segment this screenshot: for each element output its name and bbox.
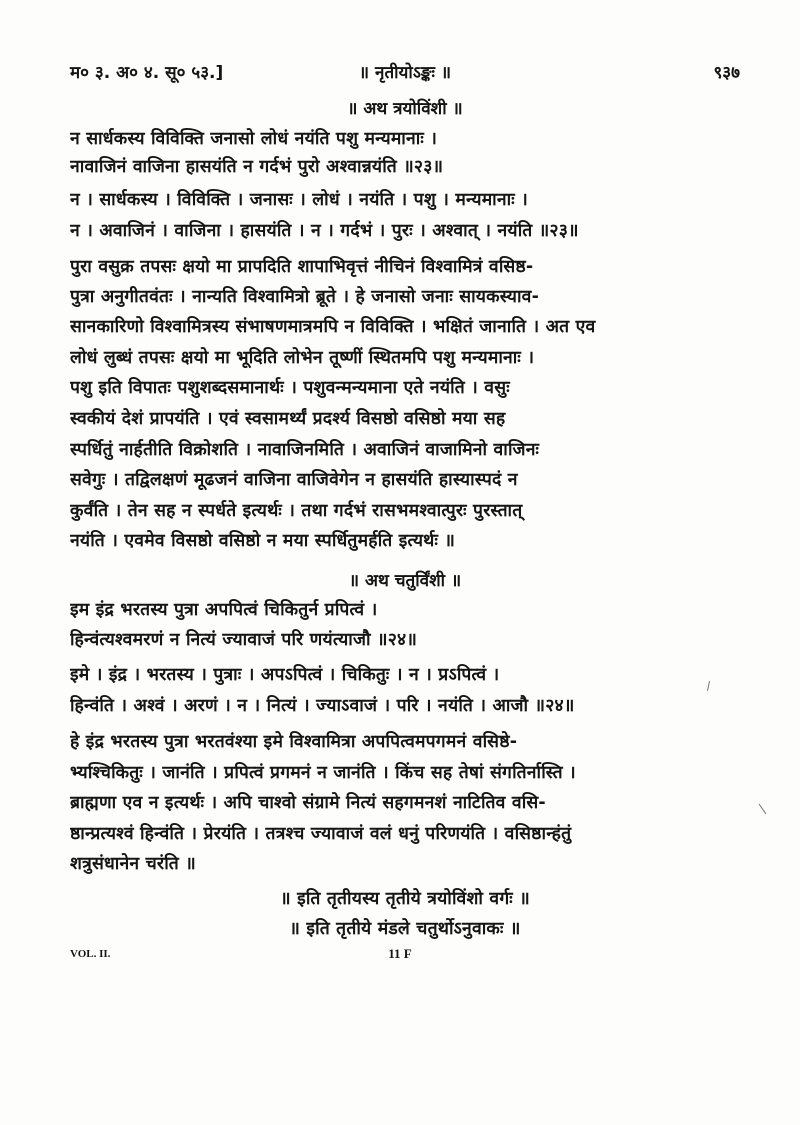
commentary-line: हे इंद्र भरतस्य पुत्रा भरतवंश्या इमे विश्वामित्रा अपपित्वमपगमनं वसिष्ठे- — [70, 732, 518, 752]
commentary-line: स्वकीयं देशं प्रापयंति । एवं स्वसामर्थ्यं प्रदर्श्य विसष्ठो वसिष्ठो मया सह — [70, 409, 506, 429]
stray-mark — [759, 804, 767, 814]
commentary-line: पशु इति विपातः पशुशब्दसमानार्थः । पशुवन्मन्यमाना एते नयंति । वसुः — [70, 378, 510, 398]
commentary-line: ब्राह्मणा एव न इत्यर्थः । अपि चाश्वो संग्रामे नित्यं सहगमनशं नाटितिव वसि- — [70, 793, 546, 813]
commentary-line: पुरा वसुक्र तपसः क्षयो मा प्रापदिति शापाभिवृत्तं नीचिनं विश्वामित्रं वसिष्ठ- — [70, 257, 534, 277]
commentary-line: पुत्रा अनुगीतवंतः । नान्यति विश्वामित्रो ब्रूते । हे जनासो जनाः सायकस्याव- — [70, 287, 540, 307]
volume-label: VOL. II. — [70, 948, 111, 960]
section-title-24: ॥ अथ चतुर्विंशी ॥ — [348, 571, 462, 591]
header-reference: म० ३. अ० ४. सू० ५३.] — [70, 63, 224, 83]
commentary-line: कुर्वंति । तेन सह न स्पर्धते इत्यर्थः । तथा गर्दभं रासभमश्वात्पुरः पुरस्तात् — [70, 501, 523, 521]
running-header — [70, 60, 740, 90]
commentary-line: स्पर्धितुं नार्हतीति विक्रोशति । नावाजिनमिति । अवाजिनं वाजामिनो वाजिनः — [70, 440, 540, 460]
page-number: ९३७ — [713, 63, 740, 83]
commentary-line: भ्यश्चिकितुः । जानंति । प्रपित्वं प्रगमनं न जानंति । किंच सह तेषां संगतिर्नास्ति । — [70, 763, 576, 783]
verse-line: हिन्वंत्यश्वमरणं न नित्यं ज्यावाजं परि णयंत्याजौ ॥२४॥ — [70, 630, 418, 650]
pada-line: इमे । इंद्र । भरतस्य । पुत्राः । अपऽपित्वं । चिकितुः । न । प्रऽपित्वं । — [70, 665, 500, 685]
commentary-line: नयंति । एवमेव विसष्ठो वसिष्ठो न मया स्पर्धितुमर्हति इत्यर्थः ॥ — [70, 531, 456, 551]
section-title-23: ॥ अथ त्रयोविंशी ॥ — [347, 99, 463, 119]
commentary-line: लोधं लुब्धं तपसः क्षयो मा भूदिति लोभेन तूष्णीं स्थितमपि पशु मन्यमानाः । — [70, 348, 535, 368]
commentary-line: सानकारिणो विश्वामित्रस्य संभाषणमात्रमपि न विविक्ति । भक्षितं जानाति । अत एव — [70, 317, 596, 337]
closing-line: ॥ इति तृतीयस्य तृतीये त्रयोविंशो वर्गः ॥ — [280, 889, 530, 909]
commentary-line: सवेगुः । तद्विलक्षणं मूढजनं वाजिना वाजिवेगेन न हासयंति हास्यास्पदं न — [70, 470, 518, 490]
verse-line: न सार्धकस्य विविक्ति जनासो लोधं नयंति पशु मन्यमानाः । — [70, 129, 438, 149]
pada-line: न । अवाजिनं । वाजिना । हासयंति । न । गर्दभं । पुरः । अश्वात् । नयंति ॥२३॥ — [70, 221, 579, 241]
pada-line: न । सार्धकस्य । विविक्ति । जनासः । लोधं । नयंति । पशु । मन्यमानाः । — [70, 190, 529, 210]
header-title: ॥ नृतीयोऽङ्कः ॥ — [358, 63, 452, 83]
commentary-line: ष्ठान्प्रत्यश्वं हिन्वंति । प्रेरयंति । तत्रश्च ज्यावाजं वलं धनुं परिणयंति । वसिष्ठान्हंतुं — [70, 824, 572, 844]
pada-line: हिन्वंति । अश्वं । अरणं । न । नित्यं । ज्याऽवाजं । परि । नयंति । आजौ ॥२४॥ — [70, 696, 575, 716]
verse-line: इम इंद्र भरतस्य पुत्रा अपपित्वं चिकितुर्न प्रपित्वं । — [70, 600, 378, 620]
printer-signature: 11 F — [388, 946, 412, 961]
closing-line: ॥ इति तृतीये मंडले चतुर्थोऽनुवाकः ॥ — [289, 919, 521, 939]
commentary-line: शत्रुसंधानेन चरंति ॥ — [70, 854, 196, 874]
verse-line: नावाजिनं वाजिना हासयंति न गर्दभं पुरो अश्वान्नयंति ॥२३॥ — [70, 157, 444, 177]
